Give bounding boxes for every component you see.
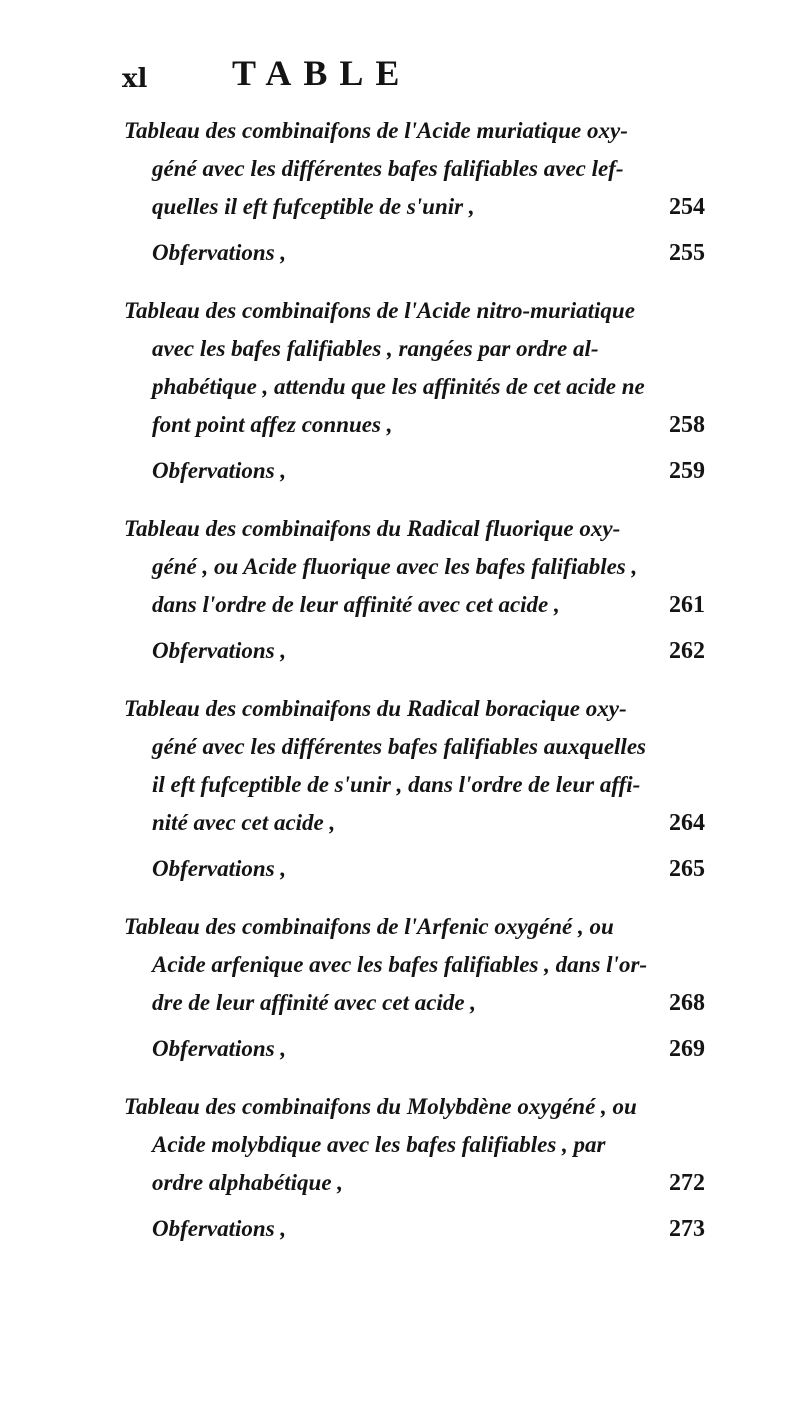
toc-page-number: 273 [669,1216,705,1242]
toc-entry-line [0,946,800,984]
toc-page-number: 269 [669,1036,705,1062]
toc-entry [0,1088,800,1248]
toc-observations [0,452,800,490]
toc-observations-label: Obfervations , [152,638,287,663]
toc-entry [0,510,800,670]
toc-entry-text: avec les bafes falifiables , rangées par ordre al- [152,336,599,361]
toc-entry-line [0,292,800,330]
toc-entry-text: Tableau des combinaifons du Molybdène oxygéné , ou [124,1094,637,1119]
toc-entry-text: Tableau des combinaifons du Radical fluorique oxy- [124,516,621,541]
toc-entry-text: dans l'ordre de leur affinité avec cet acide , [152,592,560,617]
toc-page-number: 272 [669,1170,705,1196]
toc-observations-label: Obfervations , [152,856,287,881]
toc-entry-text: Tableau des combinaifons de l'Acide muriatique oxy- [124,118,628,143]
toc-page-number: 261 [669,592,705,618]
toc-observations [0,850,800,888]
toc-observations-line [0,1030,800,1068]
toc-entry-line [0,330,800,368]
toc-entry [0,292,800,490]
toc-entry-text: quelles il eft fufceptible de s'unir , [152,194,475,219]
toc-entry-line [0,1164,800,1202]
running-header [0,52,800,102]
toc-entry-line [0,1126,800,1164]
toc-entry-line [0,368,800,406]
toc-entry-line [0,804,800,842]
toc-observations [0,632,800,670]
toc-observations-line [0,850,800,888]
toc-page-number: 268 [669,990,705,1016]
toc-observations-label: Obfervations , [152,458,287,483]
toc-entry-text: Acide arfenique avec les bafes falifiables , dans l'or- [152,952,648,977]
toc-entry-text: Tableau des combinaifons du Radical boracique oxy- [124,696,627,721]
toc-entry-line [0,150,800,188]
toc-observations-label: Obfervations , [152,1216,287,1241]
toc-entry [0,690,800,888]
toc-page-number: 254 [669,194,705,220]
toc-observations-label: Obfervations , [152,1036,287,1061]
toc-entry-text: dre de leur affinité avec cet acide , [152,990,477,1015]
toc-entry [0,908,800,1068]
toc-entry-line [0,1088,800,1126]
toc-entry-line [0,728,800,766]
toc-entry-line [0,188,800,226]
toc-entry-line [0,586,800,624]
toc-entry-text: géné avec les différentes bafes falifiables avec lef- [152,156,624,181]
toc-entry-line [0,510,800,548]
table-of-contents [0,112,800,1268]
toc-page-number: 264 [669,810,705,836]
toc-entry-text: Tableau des combinaifons de l'Arfenic oxygéné , ou [124,914,614,939]
toc-observations-line [0,1210,800,1248]
toc-observations-line [0,632,800,670]
toc-observations-line [0,452,800,490]
toc-entry-line [0,984,800,1022]
toc-page-number: 255 [669,240,705,266]
toc-entry-text: géné , ou Acide fluorique avec les bafes falifiables , [152,554,638,579]
toc-entry-line [0,690,800,728]
toc-entry-text: Tableau des combinaifons de l'Acide nitro-muriatique [124,298,635,323]
toc-observations-line [0,234,800,272]
toc-entry-line [0,766,800,804]
toc-observations [0,234,800,272]
toc-entry-line [0,908,800,946]
toc-entry-text: phabétique , attendu que les affinités de cet acide ne [152,374,645,399]
folio-number: xl [122,64,148,94]
toc-entry-text: il eft fufceptible de s'unir , dans l'ordre de leur affi- [152,772,641,797]
toc-entry-text: géné avec les différentes bafes falifiables auxquelles [152,734,646,759]
toc-entry-text: nité avec cet acide , [152,810,336,835]
toc-entry-text: Acide molybdique avec les bafes falifiables , par [152,1132,606,1157]
toc-page-number: 258 [669,412,705,438]
toc-observations [0,1210,800,1248]
toc-observations-label: Obfervations , [152,240,287,265]
toc-observations [0,1030,800,1068]
toc-entry-line [0,112,800,150]
toc-entry-line [0,548,800,586]
running-title: TABLE [232,53,412,93]
toc-entry-text: ordre alphabétique , [152,1170,344,1195]
toc-entry-text: font point affez connues , [152,412,393,437]
toc-page-number: 265 [669,856,705,882]
toc-entry [0,112,800,272]
toc-entry-line [0,406,800,444]
toc-page-number: 259 [669,458,705,484]
toc-page-number: 262 [669,638,705,664]
